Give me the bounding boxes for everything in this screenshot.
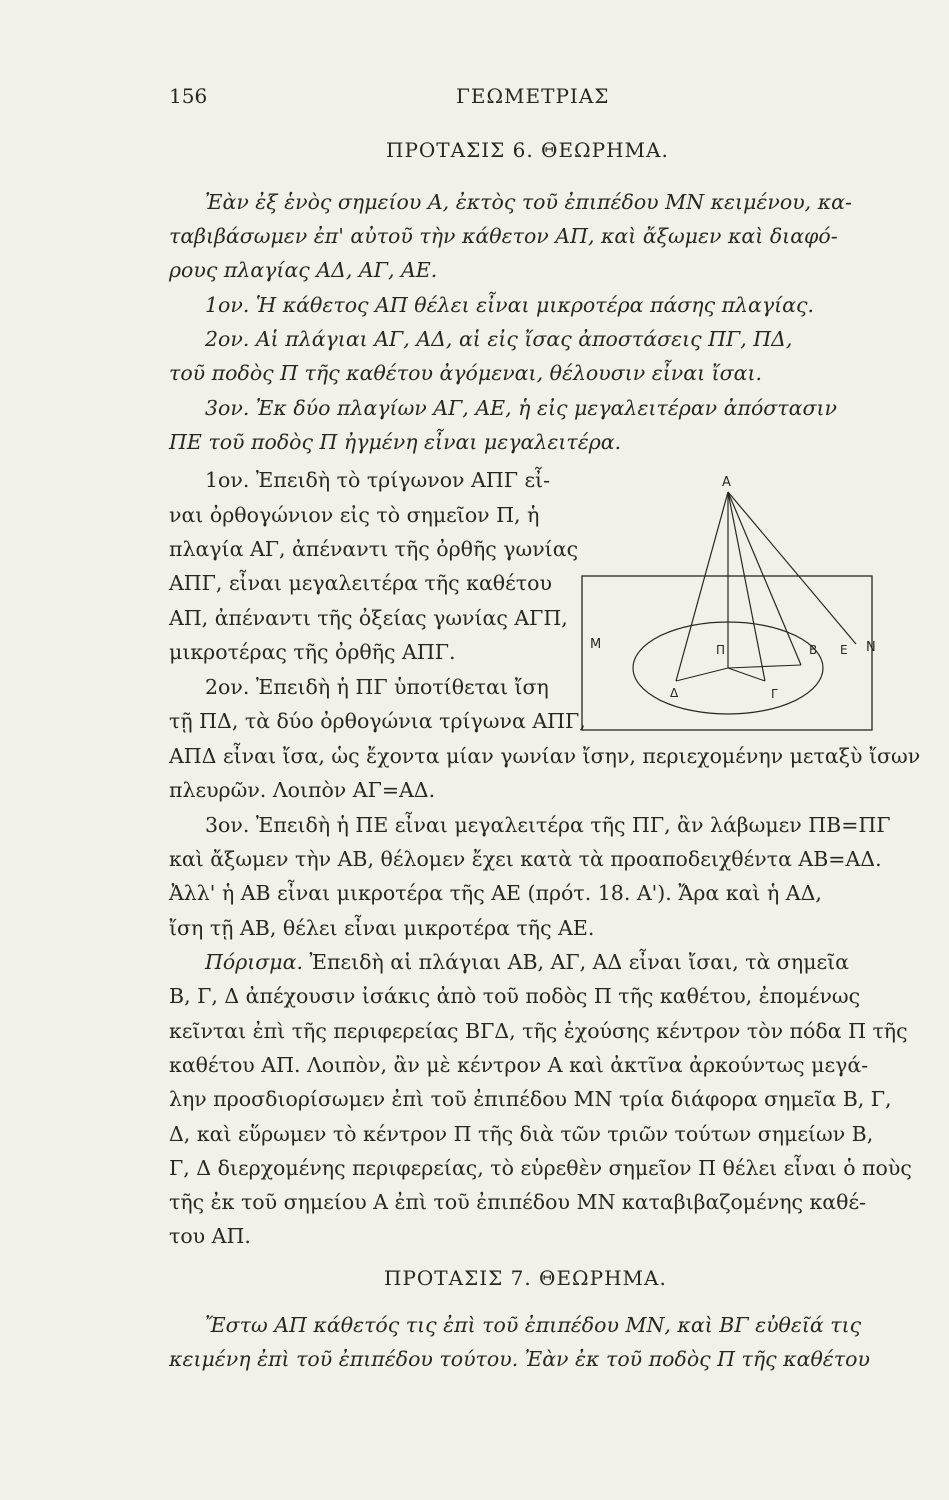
porisma-first-line — [205, 950, 849, 974]
porisma-line: Β, Γ, Δ ἀπέχουσιν ἰσάκις ἀπὸ τοῦ ποδὸς Π τῆς καθέτου, ἐπομένως — [169, 984, 861, 1008]
proof-line: καὶ ἄξωμεν τὴν ΑΒ, θέλομεν ἔχει κατὰ τὰ προαποδειχθέντα ΑΒ=ΑΔ. — [169, 847, 882, 871]
porisma-line: Δ, καὶ εὕρωμεν τὸ κέντρον Π τῆς διὰ τῶν τριῶν τούτων σημείων Β, — [169, 1122, 874, 1146]
porisma-text: Ἐπειδὴ αἱ πλάγιαι ΑΒ, ΑΓ, ΑΔ εἶναι ἴσαι, τὰ σημεῖα — [303, 950, 850, 974]
page-number: 156 — [169, 84, 208, 108]
proof-line: ΑΠΔ εἶναι ἴσα, ὡς ἔχοντα μίαν γωνίαν ἴσην, περιεχομένην μεταξὺ ἴσων — [169, 744, 921, 768]
statement-line: Ἔστω ΑΠ κάθετός τις ἐπὶ τοῦ ἐπιπέδου ΜΝ, καὶ ΒΓ εὐθεῖά τις — [205, 1313, 862, 1337]
proof-line: τῇ ΠΔ, τὰ δύο ὀρθογώνια τρίγωνα ΑΠΓ, — [169, 709, 586, 733]
label-b: Β — [809, 643, 818, 657]
label-m: Μ — [590, 637, 602, 652]
proof-line: ΑΠΓ, εἶναι μεγαλειτέρα τῆς καθέτου — [169, 571, 552, 595]
proof-line: ναι ὀρθογώνιον εἰς τὸ σημεῖον Π, ἡ — [169, 503, 540, 527]
statement-line: 3ον. Ἐκ δύο πλαγίων ΑΓ, ΑΕ, ἡ εἰς μεγαλειτέραν ἀπόστασιν — [205, 396, 837, 420]
segment-pd — [676, 668, 728, 681]
label-g: Γ — [771, 687, 778, 701]
statement-line: Ἐὰν ἐξ ἑνὸς σημείου Α, ἐκτὸς τοῦ ἐπιπέδου ΜΝ κειμένου, κα- — [205, 190, 852, 214]
porisma-line: κεῖνται ἐπὶ τῆς περιφερείας ΒΓΔ, τῆς ἐχούσης κέντρον τὸν πόδα Π τῆς — [169, 1019, 908, 1043]
statement-line: ρους πλαγίας ΑΔ, ΑΓ, ΑΕ. — [169, 258, 438, 282]
segment-pb — [728, 665, 801, 668]
running-title: ΓΕΩΜΕΤΡΙΑΣ — [456, 84, 610, 108]
statement-line: 2ον. Αἱ πλάγιαι ΑΓ, ΑΔ, αἱ εἰς ἴσας ἀποστάσεις ΠΓ, ΠΔ, — [205, 327, 793, 351]
porisma-line: του ΑΠ. — [169, 1224, 251, 1248]
proof-line: 3ον. Ἐπειδὴ ἡ ΠΕ εἶναι μεγαλειτέρα τῆς ΠΓ, ἂν λάβωμεν ΠΒ=ΠΓ — [205, 813, 891, 837]
line-ag — [728, 492, 765, 681]
statement-line: τοῦ ποδὸς Π τῆς καθέτου ἀγόμεναι, θέλουσιν εἶναι ἴσαι. — [169, 361, 763, 385]
proof-line: μικροτέρας τῆς ὀρθῆς ΑΠΓ. — [169, 640, 456, 664]
statement-line: ΠΕ τοῦ ποδὸς Π ἠγμένη εἶναι μεγαλειτέρα. — [169, 430, 622, 454]
proof-line: 1ον. Ἐπειδὴ τὸ τρίγωνον ΑΠΓ εἶ- — [205, 468, 551, 492]
statement-line: ταβιβάσωμεν ἐπ' αὐτοῦ τὴν κάθετον ΑΠ, καὶ ἄξωμεν καὶ διαφό- — [169, 224, 838, 248]
proof-line: ΑΠ, ἀπέναντι τῆς ὀξείας γωνίας ΑΓΠ, — [169, 606, 568, 630]
porisma-line: λην προσδιορίσωμεν ἐπὶ τοῦ ἐπιπέδου ΜΝ τρία διάφορα σημεῖα Β, Γ, — [169, 1087, 892, 1111]
label-a: Α — [722, 475, 731, 490]
segment-pg — [728, 668, 765, 681]
statement-line: κειμένη ἐπὶ τοῦ ἐπιπέδου τούτου. Ἐὰν ἐκ τοῦ ποδὸς Π τῆς καθέτου — [169, 1347, 870, 1371]
label-e: Ε — [840, 643, 848, 657]
proposition-6-heading: ΠΡΟΤΑΣΙΣ 6. ΘΕΩΡΗΜΑ. — [386, 138, 669, 162]
porisma-line: καθέτου ΑΠ. Λοιπὸν, ἂν μὲ κέντρον Α καὶ ἀκτῖνα ἀρκούντως μεγά- — [169, 1053, 869, 1077]
proof-line: πλαγία ΑΓ, ἀπέναντι τῆς ὀρθῆς γωνίας — [169, 537, 579, 561]
proof-line: πλευρῶν. Λοιπὸν ΑΓ=ΑΔ. — [169, 778, 436, 802]
line-ab — [728, 492, 801, 665]
label-n: Ν — [866, 640, 876, 655]
plane-mn-outline — [582, 576, 872, 730]
line-ae — [728, 492, 856, 644]
proof-line: ἴση τῇ ΑΒ, θέλει εἶναι μικροτέρα τῆς ΑΕ. — [169, 916, 595, 940]
porisma-label: Πόρισμα. — [205, 950, 303, 974]
label-d: Δ — [670, 686, 679, 700]
proposition-7-heading: ΠΡΟΤΑΣΙΣ 7. ΘΕΩΡΗΜΑ. — [384, 1266, 667, 1290]
statement-line: 1ον. Ἡ κάθετος ΑΠ θέλει εἶναι μικροτέρα πάσης πλαγίας. — [205, 293, 815, 317]
geometry-figure — [578, 468, 896, 740]
porisma-line: Γ, Δ διερχομένης περιφερείας, τὸ εὑρεθὲν σημεῖον Π θέλει εἶναι ὁ ποὺς — [169, 1156, 912, 1180]
porisma-line: τῆς ἐκ τοῦ σημείου Α ἐπὶ τοῦ ἐπιπέδου ΜΝ καταβιβαζομένης καθέ- — [169, 1190, 867, 1214]
label-p: Π — [716, 643, 726, 657]
proof-line: 2ον. Ἐπειδὴ ἡ ΠΓ ὑποτίθεται ἴση — [205, 675, 549, 699]
proof-line: Ἀλλ' ἡ ΑΒ εἶναι μικροτέρα τῆς ΑΕ (πρότ. 18. Α'). Ἄρα καὶ ἡ ΑΔ, — [169, 881, 822, 905]
